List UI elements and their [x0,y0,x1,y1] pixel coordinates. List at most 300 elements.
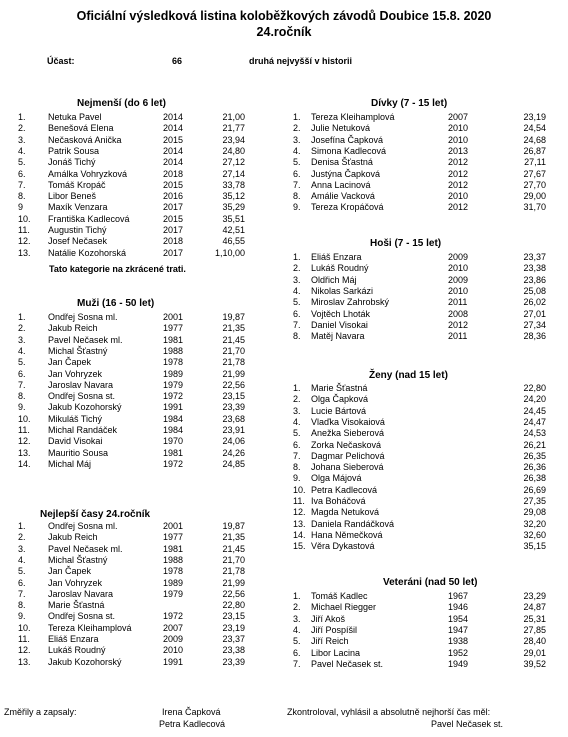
divky-year: 2010 [448,191,469,202]
muzi-rank: 8. [18,391,26,402]
hosi-name: Eliáš Enzara [311,252,362,262]
nejmensi-time: 35,51 [222,213,245,224]
nejmensi-year: 2016 [163,191,184,202]
nejmensi-name: Františka Kadlecová [48,213,130,224]
zeny-row [0,428,568,439]
nejmensi-note: Tato kategorie na zkrácené trati. [49,264,186,274]
nejmensi-rank: 1. [18,112,26,122]
hosi-name: Lukáš Roudný [311,263,369,274]
nejlepsi-time: 21,78 [222,566,245,577]
divky-rank: 1. [293,112,301,122]
divky-rank: 2. [293,123,301,134]
nejmensi-rank: 3. [18,134,26,145]
nejmensi-rank: 7. [18,179,26,190]
veterani-rank: 4. [293,624,301,635]
hosi-year: 2012 [448,319,469,330]
nejmensi-time: 42,51 [222,225,245,235]
muzi-name: Jan Čapek [48,357,92,368]
zeny-name: Petra Kadlecová [311,484,378,495]
muzi-year: 1984 [163,413,184,424]
nejlepsi-rank: 5. [18,566,26,577]
zeny-rank: 14. [293,529,306,540]
hosi-name: Oldřich Máj [311,274,357,285]
nejlepsi-rank: 8. [18,600,26,611]
zeny-rank: 1. [293,383,301,393]
hosi-year: 2008 [448,308,469,319]
zeny-time: 32,60 [523,529,546,540]
nejlepsi-name: Ondřej Sosna st. [48,611,116,622]
muzi-name: Michal Máj [48,458,92,469]
zeny-name: Hana Němečková [311,529,383,540]
nejlepsi-time: 22,56 [222,588,245,599]
hosi-rank: 1. [293,252,301,262]
veterani-time: 25,31 [523,613,546,624]
divky-row [0,146,568,157]
zeny-time: 24,53 [523,428,546,439]
muzi-name: Mauritio Sousa [48,447,109,458]
nejlepsi-time: 19,87 [222,521,245,531]
zeny-name: Iva Boháčová [311,496,366,506]
zeny-rank: 4. [293,416,301,427]
muzi-rank: 13. [18,447,31,458]
zeny-name: Magda Netuková [311,507,380,518]
muzi-name: Mikuláš Tichý [48,413,103,424]
nejlepsi-title: Nejlepší časy 24.ročník [40,509,151,520]
nejlepsi-name: Michal Šťastný [48,554,108,565]
muzi-name: Jaroslav Navara [48,379,114,390]
divky-time: 31,70 [523,202,546,213]
nejlepsi-name: Jan Vohryzek [48,577,103,588]
hosi-year: 2009 [448,252,469,262]
nejmensi-rank: 8. [18,191,26,202]
zeny-time: 32,20 [523,518,546,529]
muzi-rank: 1. [18,312,26,322]
hosi-row [0,297,568,308]
veterani-time: 24,87 [523,602,546,613]
nejmensi-name: Nečasková Anička [48,134,122,145]
nejlepsi-name: Lukáš Roudný [48,645,106,656]
divky-rank: 5. [293,157,301,168]
nejmensi-rank: 12. [18,236,31,247]
participation-label: Účast: [47,56,75,66]
divky-name: Tereza Kleihamplová [311,112,395,122]
nejmensi-time: 27,12 [222,157,245,168]
nejmensi-rank: 6. [18,168,26,179]
zeny-title: Ženy (nad 15 let) [369,370,448,381]
veterani-time: 29,01 [523,647,546,658]
muzi-year: 1977 [163,323,184,334]
nejlepsi-name: Tereza Kleihamplová [48,622,132,633]
hosi-rank: 2. [293,263,301,274]
veterani-name: Michael Riegger [311,602,377,613]
nejmensi-year: 2015 [163,213,184,224]
nejlepsi-rank: 2. [18,532,26,543]
muzi-year: 1972 [163,458,184,469]
veterani-name: Jiří Pospíšil [311,624,358,635]
nejmensi-year: 2015 [163,134,184,145]
nejlepsi-rank: 6. [18,577,26,588]
nejlepsi-year: 2001 [163,521,184,531]
nejmensi-name: Tomáš Kropáč [48,179,106,190]
veterani-time: 39,52 [523,658,546,669]
muzi-rank: 3. [18,334,26,345]
nejlepsi-time: 23,37 [222,634,245,644]
divky-row [0,157,568,168]
divky-year: 2010 [448,123,469,134]
nejlepsi-year: 1977 [163,532,184,543]
zeny-name: Zorka Nečasková [311,439,382,450]
nejlepsi-rank: 1. [18,521,26,531]
zeny-time: 26,38 [523,473,546,484]
nejmensi-time: 35,29 [222,202,245,213]
divky-time: 27,11 [524,157,546,168]
footer-right-name: Pavel Nečasek st. [431,719,504,729]
zeny-rank: 8. [293,462,301,473]
divky-year: 2012 [448,202,469,213]
nejmensi-year: 2015 [163,179,184,190]
nejlepsi-rank: 13. [18,656,31,667]
zeny-row [0,451,568,462]
participation-value: 66 [172,56,183,66]
muzi-time: 24,06 [222,436,245,447]
nejlepsi-rank: 3. [18,543,26,554]
muzi-row [0,346,568,357]
footer-left-label: Změřily a zapsaly: [4,707,77,717]
divky-name: Denisa Šťastná [311,157,373,168]
muzi-time: 22,56 [222,379,245,390]
hosi-time: 23,38 [523,263,546,274]
nejlepsi-time: 23,38 [222,645,245,656]
nejmensi-rank: 11. [18,225,30,235]
muzi-time: 23,39 [222,402,245,413]
divky-name: Julie Netuková [311,123,371,134]
muzi-rank: 5. [18,357,26,368]
muzi-name: Michal Šťastný [48,345,108,356]
hosi-year: 2011 [448,297,468,308]
muzi-rank: 4. [18,345,26,356]
muzi-time: 21,45 [222,334,245,345]
divky-rank: 8. [293,191,301,202]
muzi-time: 24,26 [222,447,245,458]
nejmensi-year: 2014 [163,145,184,156]
hosi-year: 2010 [448,285,469,296]
divky-year: 2010 [448,134,469,145]
nejmensi-name: Patrik Sousa [48,145,100,156]
zeny-rank: 12. [293,507,306,518]
divky-name: Anna Lacinová [311,179,371,190]
nejlepsi-name: Jakub Reich [48,532,98,543]
veterani-name: Tomáš Kadlec [311,591,368,601]
nejlepsi-year: 1991 [163,656,184,667]
hosi-year: 2010 [448,263,469,274]
veterani-year: 1952 [448,647,469,658]
nejlepsi-name: Eliáš Enzara [48,634,99,644]
muzi-name: Ondřej Sosna ml. [48,312,118,322]
zeny-name: Věra Dykastová [311,541,375,552]
muzi-rank: 14. [18,458,31,469]
veterani-rank: 6. [293,647,301,658]
divky-name: Tereza Kropáčová [311,202,384,213]
muzi-year: 1984 [163,425,184,435]
divky-time: 24,68 [523,134,546,145]
hosi-year: 2011 [448,331,468,342]
veterani-year: 1946 [448,602,469,613]
nejlepsi-year: 1979 [163,588,184,599]
muzi-time: 24,85 [222,458,245,469]
hosi-row [0,286,568,297]
zeny-time: 22,80 [523,383,546,393]
nejlepsi-year: 2009 [163,634,184,644]
divky-row [0,191,568,202]
veterani-row [0,602,568,613]
nejmensi-name: Jonáš Tichý [48,157,96,168]
muzi-name: Michal Randáček [48,425,118,435]
divky-row [0,202,568,213]
zeny-time: 35,15 [523,541,546,552]
divky-year: 2007 [448,112,469,122]
nejmensi-name: Augustin Tichý [48,225,107,235]
document-title: Oficiální výsledková listina koloběžkových závodů Doubice 15.8. 2020 [76,9,492,23]
zeny-name: Marie Šťastná [311,383,368,393]
nejmensi-year: 2017 [163,225,184,235]
muzi-year: 1981 [163,447,184,458]
hosi-row [0,331,568,342]
zeny-rank: 2. [293,394,301,405]
zeny-rank: 15. [293,541,306,552]
nejlepsi-time: 21,45 [222,543,245,554]
hosi-row [0,320,568,331]
zeny-row [0,406,568,417]
zeny-row [0,394,568,405]
divky-time: 29,00 [523,191,546,202]
zeny-time: 26,21 [523,439,546,450]
divky-row [0,112,568,123]
zeny-time: 27,35 [523,496,546,506]
nejlepsi-name: Jaroslav Navara [48,588,114,599]
footer-right-label: Zkontroloval, vyhlásil a absolutně nejhorší čas měl: [287,707,491,717]
zeny-row [0,383,568,394]
zeny-row [0,473,568,484]
nejlepsi-time: 21,99 [222,577,245,588]
nejmensi-year: 2014 [163,123,184,134]
nejlepsi-rank: 9. [18,611,26,622]
nejmensi-time: 46,55 [222,236,245,247]
muzi-row [0,369,568,380]
hosi-name: Matěj Navara [311,331,365,342]
hosi-name: Vojtěch Lhoták [311,308,371,319]
nejlepsi-name: Jan Čapek [48,566,92,577]
zeny-name: Daniela Randáčková [311,518,395,529]
divky-name: Amálie Vacková [311,191,375,202]
veterani-time: 23,29 [523,591,546,601]
muzi-time: 23,68 [222,413,245,424]
divky-year: 2012 [448,168,469,179]
divky-time: 27,67 [523,168,546,179]
nejlepsi-rank: 4. [18,554,26,565]
nejmensi-rank: 5. [18,157,26,168]
zeny-rank: 11. [293,496,305,506]
muzi-row [0,357,568,368]
hosi-rank: 8. [293,331,301,342]
nejmensi-name: Amálka Vohryzková [48,168,128,179]
zeny-rank: 6. [293,439,301,450]
muzi-name: Jan Vohryzek [48,368,103,379]
zeny-time: 26,69 [523,484,546,495]
muzi-name: David Visokai [48,436,103,447]
zeny-time: 26,36 [523,462,546,473]
veterani-row [0,588,568,602]
muzi-name: Jakub Reich [48,323,98,334]
hosi-time: 25,08 [523,285,546,296]
zeny-time: 26,35 [523,450,546,461]
veterani-name: Libor Lacina [311,647,361,658]
nejlepsi-year: 1989 [163,577,184,588]
veterani-time: 27,85 [523,624,546,635]
nejmensi-title: Nejmenší (do 6 let) [77,98,166,109]
muzi-time: 21,35 [222,323,245,334]
hosi-time: 28,36 [523,331,546,342]
muzi-title: Muži (16 - 50 let) [77,298,155,309]
nejmensi-year: 2017 [163,247,184,258]
nejlepsi-rank: 11. [18,634,30,644]
nejmensi-name: Benešová Elena [48,123,114,134]
nejlepsi-year: 1988 [163,554,184,565]
nejlepsi-year: 1972 [163,611,184,622]
muzi-name: Jakub Kozohorský [48,402,122,413]
veterani-row [0,656,568,670]
hosi-row [0,309,568,320]
muzi-time: 23,91 [222,425,245,435]
zeny-rank: 13. [293,518,306,529]
participation-note: druhá nejvyšší v historii [249,56,353,66]
muzi-time: 21,99 [222,368,245,379]
zeny-row [0,485,568,496]
nejmensi-year: 2017 [163,202,184,213]
nejlepsi-name: Jakub Kozohorský [48,656,122,667]
veterani-row [0,636,568,647]
nejmensi-year: 2018 [163,168,184,179]
hosi-row [0,252,568,263]
divky-time: 24,54 [523,123,546,134]
muzi-rank: 9. [18,402,26,413]
divky-name: Simona Kadlecová [311,145,387,156]
nejmensi-name: Libor Beneš [48,191,97,202]
veterani-rank: 1. [293,591,301,601]
divky-rank: 4. [293,145,301,156]
zeny-name: Olga Čapková [311,394,369,405]
zeny-name: Lucie Bártová [311,405,367,416]
hosi-rank: 3. [293,274,301,285]
muzi-year: 1972 [163,391,184,402]
zeny-row [0,530,568,541]
nejmensi-name: Netuka Pavel [48,112,102,122]
zeny-rank: 10. [293,484,306,495]
zeny-time: 24,47 [523,416,546,427]
muzi-year: 1989 [163,368,184,379]
zeny-name: Anežka Sieberová [311,428,385,439]
hosi-time: 27,34 [523,319,546,330]
divky-rank: 9. [293,202,301,213]
nejmensi-time: 33,78 [222,179,245,190]
zeny-name: Dagmar Pelichová [311,450,385,461]
divky-row [0,123,568,134]
divky-time: 23,19 [523,112,546,122]
nejmensi-rank: 4. [18,145,26,156]
nejmensi-year: 2014 [163,112,184,122]
hosi-time: 23,37 [523,252,546,262]
nejlepsi-year: 2007 [163,622,184,633]
nejmensi-row [0,236,568,247]
muzi-rank: 2. [18,323,26,334]
veterani-time: 28,40 [523,636,546,647]
veterani-name: Jiří Reich [311,636,349,647]
muzi-name: Pavel Nečasek ml. [48,334,123,345]
nejlepsi-time: 21,35 [222,532,245,543]
divky-rank: 6. [293,168,301,179]
nejlepsi-row [0,566,568,577]
nejmensi-time: 21,00 [222,112,245,122]
divky-rank: 7. [293,179,301,190]
veterani-year: 1967 [448,591,469,601]
muzi-time: 21,78 [222,357,245,368]
muzi-name: Ondřej Sosna st. [48,391,116,402]
hosi-rank: 6. [293,308,301,319]
nejmensi-name: Natálie Kozohorská [48,247,127,258]
hosi-title: Hoši (7 - 15 let) [370,238,442,249]
muzi-rank: 6. [18,368,26,379]
zeny-name: Olga Májová [311,473,362,484]
muzi-year: 1988 [163,345,184,356]
nejlepsi-name: Marie Šťastná [48,600,105,611]
nejmensi-rank: 13. [18,247,31,258]
nejmensi-time: 27,14 [222,168,245,179]
veterani-year: 1949 [448,658,469,669]
veterani-rank: 7. [293,658,301,669]
muzi-time: 19,87 [222,312,245,322]
veterani-rank: 3. [293,613,301,624]
veterani-rank: 2. [293,602,301,613]
hosi-rank: 7. [293,319,301,330]
nejmensi-name: Maxík Venzara [48,202,108,213]
veterani-year: 1938 [448,636,469,647]
nejlepsi-time: 23,39 [222,656,245,667]
hosi-name: Daniel Visokai [311,319,368,330]
nejmensi-year: 2018 [163,236,184,247]
muzi-rank: 7. [18,379,26,390]
nejmensi-year: 2014 [163,157,184,168]
muzi-rank: 11. [18,425,30,435]
nejlepsi-time: 23,15 [222,611,245,622]
nejlepsi-time: 22,80 [222,600,245,611]
zeny-name: Johana Sieberová [311,462,384,473]
veterani-row [0,648,568,659]
footer-name-1: Irena Čapková [162,707,221,717]
muzi-year: 1979 [163,379,184,390]
nejlepsi-year: 1981 [163,543,184,554]
muzi-year: 2001 [163,312,184,322]
nejlepsi-year: 1978 [163,566,184,577]
nejmensi-row [0,214,568,225]
zeny-time: 24,20 [523,394,546,405]
nejmensi-time: 23,94 [222,134,245,145]
hosi-time: 23,86 [523,274,546,285]
veterani-rank: 5. [293,636,301,647]
veterani-title: Veteráni (nad 50 let) [383,577,478,588]
hosi-rank: 5. [293,297,301,308]
zeny-name: Vlaďka Visokaiová [311,416,385,427]
zeny-rank: 9. [293,473,301,484]
divky-year: 2012 [448,179,469,190]
